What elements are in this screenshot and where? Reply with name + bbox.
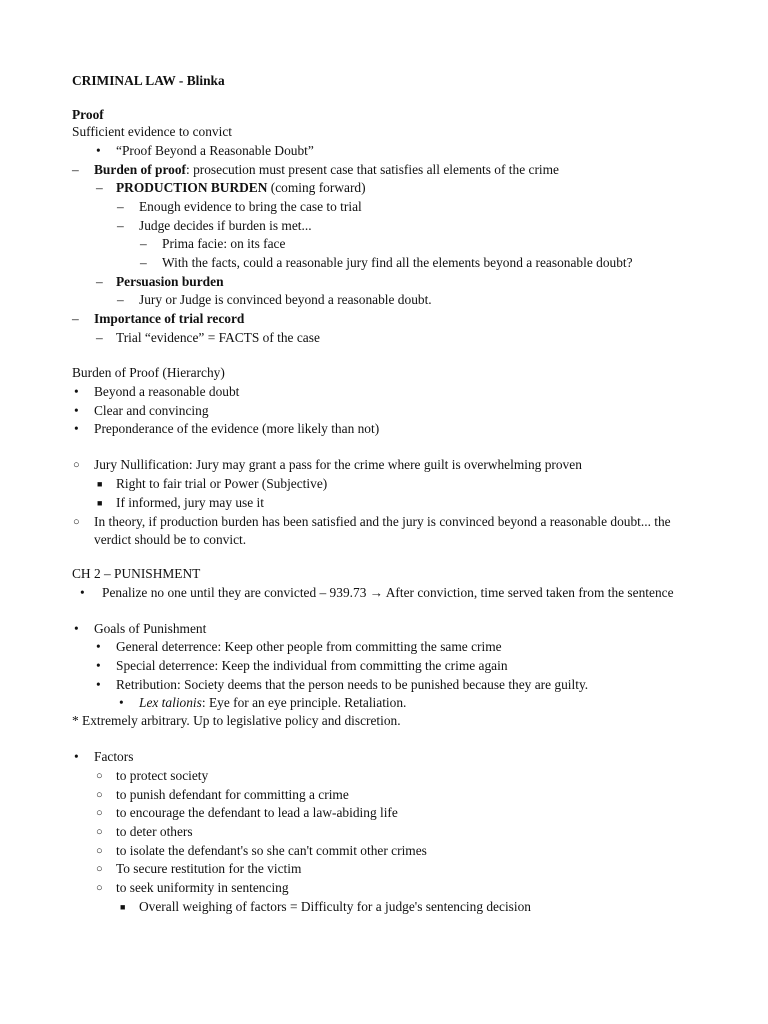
dash-marker: – <box>72 162 79 177</box>
dash-marker: – <box>140 255 147 270</box>
bullet-marker: • <box>74 384 79 399</box>
dash-marker: – <box>117 218 124 233</box>
list-item: to protect society <box>116 768 209 783</box>
note: * Extremely arbitrary. Up to legislative policy and discretion. <box>72 713 401 728</box>
list-item: Judge decides if burden is met... <box>139 218 312 233</box>
list-item: to isolate the defendant's so she can't commit other crimes <box>116 843 427 858</box>
dash-marker: – <box>140 236 147 251</box>
list-item: Jury or Judge is convinced beyond a reasonable doubt. <box>139 292 432 307</box>
bullet-marker: • <box>96 677 101 692</box>
list-item: to seek uniformity in sentencing <box>116 880 289 895</box>
list-item: PRODUCTION BURDEN (coming forward) <box>116 180 366 195</box>
bullet-marker: • <box>80 585 85 600</box>
list-item: Prima facie: on its face <box>162 236 286 251</box>
list-item: Retribution: Society deems that the person needs to be punished because they are guilty. <box>116 677 589 692</box>
list-item: In theory, if production burden has been satisfied and the jury is convinced beyond a reasonable doubt... the verdict should be to convict. <box>94 514 671 547</box>
circle-marker: ○ <box>96 845 103 857</box>
bullet-marker: • <box>96 143 101 158</box>
circle-marker: ○ <box>96 807 103 819</box>
list-item: Burden of proof: prosecution must present case that satisfies all elements of the crime <box>94 162 559 177</box>
bullet-marker: • <box>96 639 101 654</box>
list-item: Overall weighing of factors = Difficulty for a judge's sentencing decision <box>139 899 531 914</box>
list-item: Preponderance of the evidence (more likely than not) <box>94 421 380 436</box>
dash-marker: – <box>96 274 103 289</box>
list-item: To secure restitution for the victim <box>116 861 302 876</box>
proof-intro: Sufficient evidence to convict <box>72 124 233 139</box>
section-heading-punishment: CH 2 – PUNISHMENT <box>72 566 201 581</box>
list-item: General deterrence: Keep other people from committing the same crime <box>116 639 502 654</box>
list-item: Special deterrence: Keep the individual from committing the crime again <box>116 658 508 673</box>
list-item: Beyond a reasonable doubt <box>94 384 240 399</box>
list-item: Enough evidence to bring the case to trial <box>139 199 362 214</box>
list-item: If informed, jury may use it <box>116 495 265 510</box>
square-marker: ■ <box>97 498 103 508</box>
list-item: Persuasion burden <box>116 274 224 289</box>
list-item: Trial “evidence” = FACTS of the case <box>116 330 320 345</box>
circle-marker: ○ <box>73 459 80 471</box>
list-item: Lex talionis: Eye for an eye principle. Retaliation. <box>139 695 407 710</box>
bullet-marker: • <box>74 403 79 418</box>
circle-marker: ○ <box>96 863 103 875</box>
list-item: With the facts, could a reasonable jury find all the elements beyond a reasonable doubt? <box>162 255 633 270</box>
dash-marker: – <box>72 311 79 326</box>
list-item: to punish defendant for committing a crime <box>116 787 349 802</box>
dash-marker: – <box>117 199 124 214</box>
section-heading-hierarchy: Burden of Proof (Hierarchy) <box>72 365 225 380</box>
list-item: Right to fair trial or Power (Subjective) <box>116 476 328 491</box>
circle-marker: ○ <box>73 516 80 528</box>
square-marker: ■ <box>120 902 126 912</box>
page-title: CRIMINAL LAW - Blinka <box>72 73 225 88</box>
list-item: to encourage the defendant to lead a law-abiding life <box>116 805 398 820</box>
bullet-marker: • <box>119 695 124 710</box>
list-item: Goals of Punishment <box>94 621 207 636</box>
list-item: Importance of trial record <box>94 311 245 326</box>
circle-marker: ○ <box>96 882 103 894</box>
circle-marker: ○ <box>96 826 103 838</box>
list-item: “Proof Beyond a Reasonable Doubt” <box>116 143 314 158</box>
bullet-marker: • <box>74 421 79 436</box>
bullet-marker: • <box>74 621 79 636</box>
section-heading-proof: Proof <box>72 107 104 122</box>
list-item: to deter others <box>116 824 193 839</box>
dash-marker: – <box>96 180 103 195</box>
square-marker: ■ <box>97 479 103 489</box>
circle-marker: ○ <box>96 789 103 801</box>
dash-marker: – <box>96 330 103 345</box>
list-item: Jury Nullification: Jury may grant a pass for the crime where guilt is overwhelming proven <box>94 457 582 472</box>
bullet-marker: • <box>96 658 101 673</box>
list-item: Factors <box>94 749 134 764</box>
list-item: Clear and convincing <box>94 403 209 418</box>
list-item: Penalize no one until they are convicted – 939.73 → After conviction, time served taken from the sentence <box>102 585 674 600</box>
bullet-marker: • <box>74 749 79 764</box>
dash-marker: – <box>117 292 124 307</box>
circle-marker: ○ <box>96 770 103 782</box>
